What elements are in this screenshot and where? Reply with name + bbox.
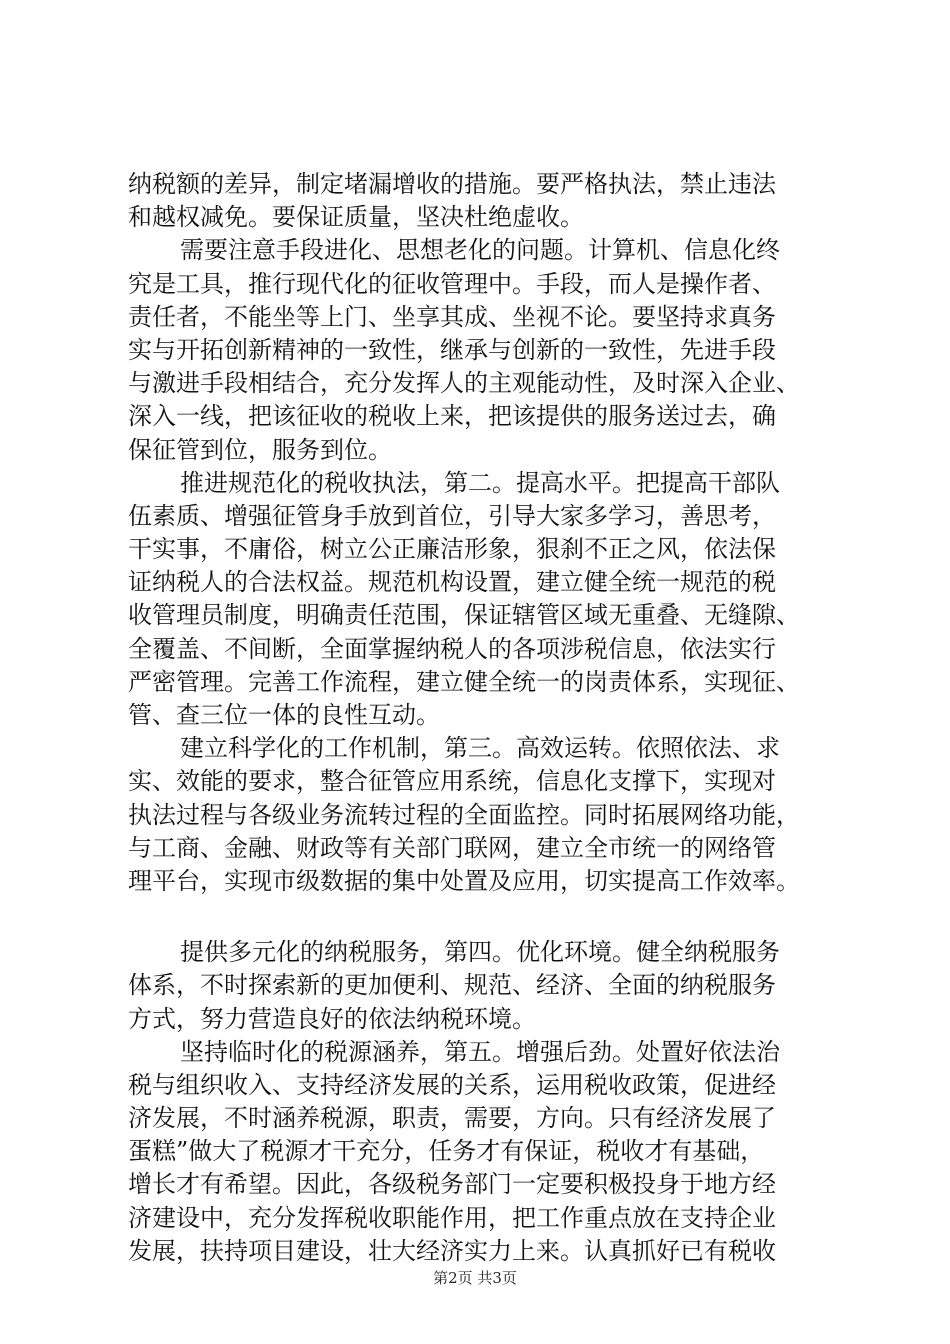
paragraph — [128, 936, 833, 1036]
text-line: 收管理员制度，明确责任范围，保证辖管区域无重叠、无缝隙、 — [128, 601, 800, 630]
paragraph — [128, 732, 833, 898]
text-line: 建立科学化的工作机制，第三。高效运转。依照依法、求 — [180, 734, 780, 763]
text-line: 与工商、金融、财政等有关部门联网，建立全市统一的网络管 — [128, 833, 776, 862]
document-body — [128, 168, 833, 1268]
text-line: 和越权减免。要保证质量，坚决杜绝虚收。 — [128, 203, 584, 232]
text-line: 究是工具，推行现代化的征收管理中。手段，而人是操作者、 — [128, 269, 776, 298]
paragraph — [128, 234, 833, 466]
text-line: 管、查三位一体的良性互动。 — [128, 701, 440, 729]
text-line: 发展，扶持项目建设，壮大经济实力上来。认真抓好已有税收 — [128, 1236, 776, 1265]
text-line: 实与开拓创新精神的一致性，继承与创新的一致性，先进手段 — [128, 335, 776, 364]
text-line: 推进规范化的税收执法，第二。提高水平。把提高干部队 — [180, 468, 780, 497]
text-line: 证纳税人的合法权益。规范机构设置，建立健全统一规范的税 — [128, 568, 776, 597]
text-line: 体系，不时探索新的更加便利、规范、经济、全面的纳税服务 — [128, 971, 776, 1000]
text-line: 济建设中，充分发挥税收职能作用，把工作重点放在支持企业 — [128, 1203, 776, 1232]
text-line: 责任者，不能坐等上门、坐享其成、坐视不论。要坚持求真务 — [128, 302, 776, 331]
text-line: 深入一线，把该征收的税收上来，把该提供的服务送过去，确 — [128, 402, 776, 431]
page-footer: 第2页 共3页 — [433, 1269, 517, 1287]
paragraph — [128, 168, 833, 234]
text-line: 执法过程与各级业务流转过程的全面监控。同时拓展网络功能， — [128, 800, 800, 829]
text-line: 干实事，不庸俗，树立公正廉洁形象，狠刹不正之风，依法保 — [128, 535, 776, 564]
text-line: 实、效能的要求，整合征管应用系统，信息化支撑下，实现对 — [128, 767, 776, 796]
text-line: 蛋糕”做大了税源才干充分，任务才有保证，税收才有基础， — [128, 1137, 765, 1166]
text-line: 全覆盖、不间断，全面掌握纳税人的各项涉税信息，依法实行 — [128, 634, 776, 663]
text-line: 济发展，不时涵养税源，职责，需要，方向。只有经济发展了 — [128, 1104, 776, 1133]
text-line: 伍素质、增强征管身手放到首位，引导大家多学习，善思考， — [128, 501, 776, 530]
text-line: 严密管理。完善工作流程，建立健全统一的岗责体系，实现征、 — [128, 667, 800, 696]
paragraph — [128, 467, 833, 733]
text-line: 方式，努力营造良好的依法纳税环境。 — [128, 1004, 536, 1033]
text-line: 纳税额的差异，制定堵漏增收的措施。要严格执法，禁止违法 — [128, 170, 776, 198]
text-line: 坚持临时化的税源涵养，第五。增强后劲。处置好依法治 — [180, 1037, 780, 1066]
text-line: 与激进手段相结合，充分发挥人的主观能动性，及时深入企业、 — [128, 369, 800, 398]
paragraph — [128, 1036, 833, 1268]
text-line: 理平台，实现市级数据的集中处置及应用，切实提高工作效率。 — [128, 866, 800, 895]
text-line: 税与组织收入、支持经济发展的关系，运用税收政策，促进经 — [128, 1070, 776, 1099]
text-line: 增长才有希望。因此，各级税务部门一定要积极投身于地方经 — [128, 1170, 776, 1199]
text-line: 提供多元化的纳税服务，第四。优化环境。健全纳税服务 — [180, 938, 780, 967]
paragraph-gap — [128, 898, 833, 936]
text-line: 保征管到位，服务到位。 — [128, 435, 392, 464]
text-line: 需要注意手段进化、思想老化的问题。计算机、信息化终 — [180, 236, 780, 265]
